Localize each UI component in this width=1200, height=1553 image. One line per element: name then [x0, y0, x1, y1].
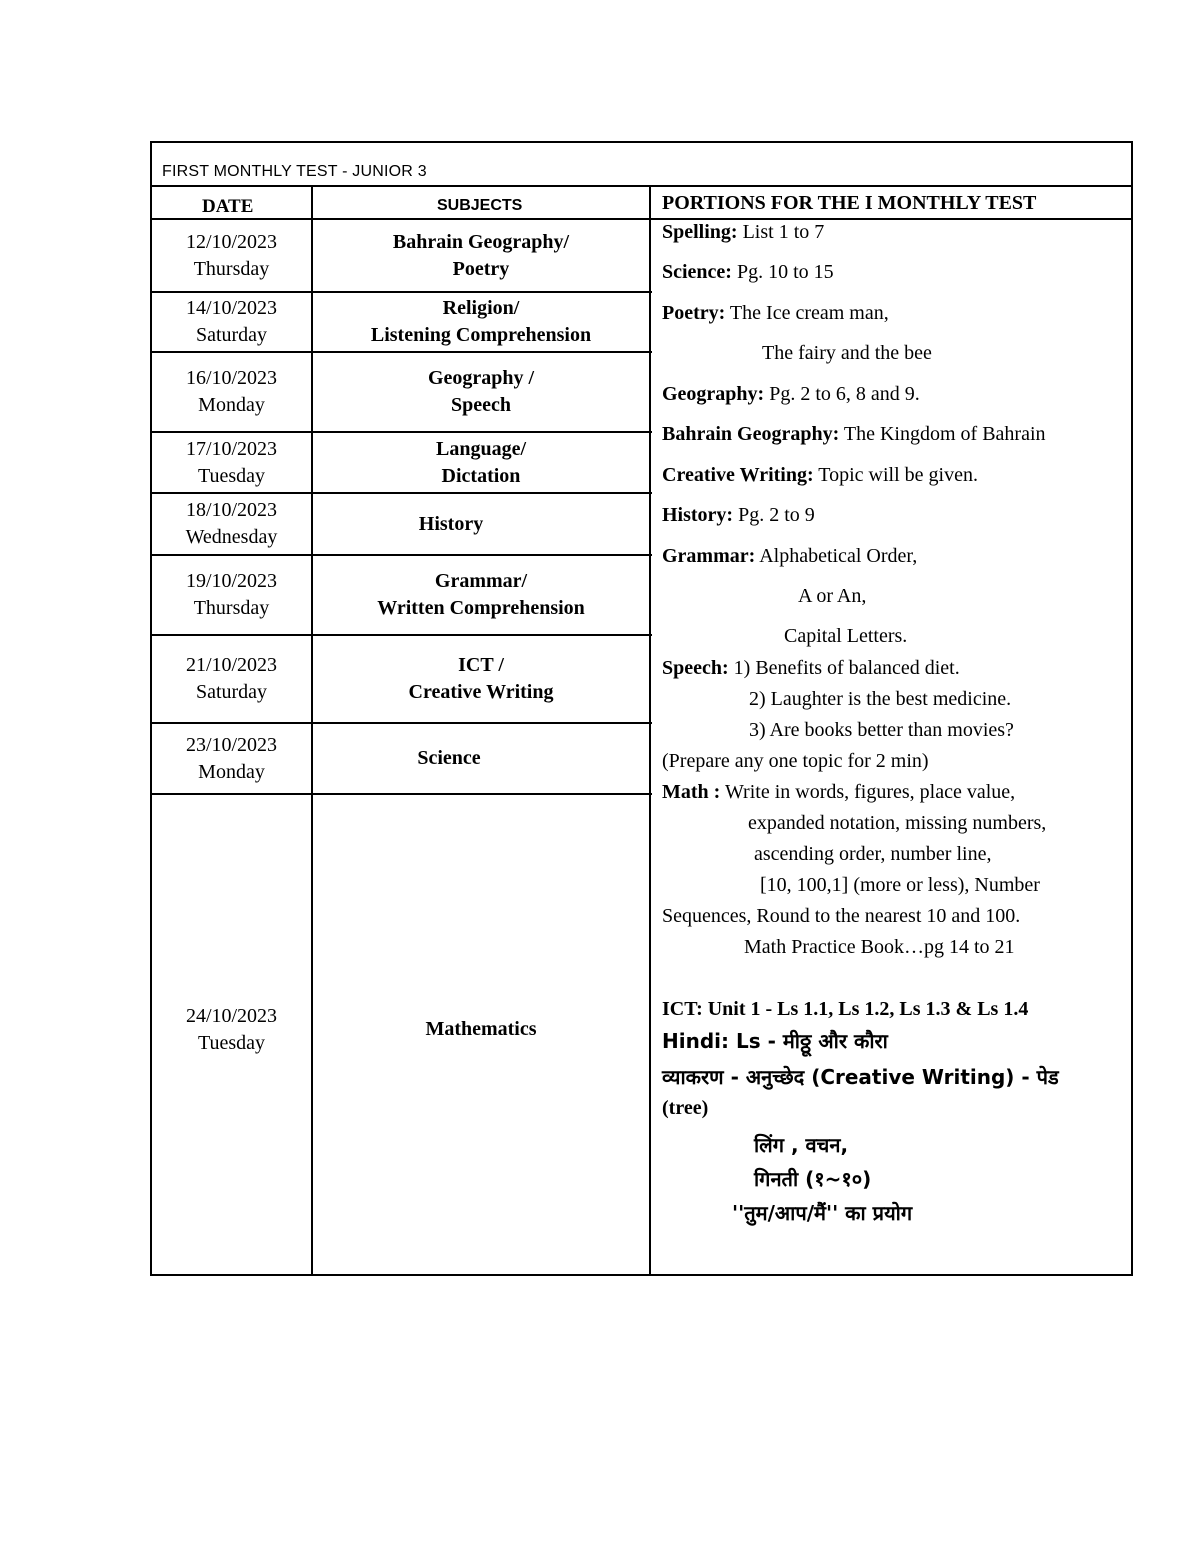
subject-text: Dictation [441, 464, 521, 487]
portion-hindi-line: लिंग , वचन, [754, 1133, 849, 1157]
subject-text: History [418, 512, 484, 535]
portion-text: Topic will be given. [813, 464, 978, 486]
portion-label: Math : [662, 781, 721, 803]
header-portions: PORTIONS FOR THE I MONTHLY TEST [662, 192, 1037, 214]
date-text: 16/10/2023 [185, 367, 278, 389]
exam-schedule-table [150, 141, 1133, 1276]
day-text: Thursday [193, 597, 270, 619]
portion-grammar-line: Capital Letters. [784, 625, 908, 647]
portion-creative-writing [662, 464, 978, 487]
table-title: FIRST MONTHLY TEST - JUNIOR 3 [162, 163, 427, 180]
header-subjects: SUBJECTS [437, 197, 523, 214]
portion-grammar [662, 545, 917, 568]
date-text: 14/10/2023 [185, 297, 278, 319]
portion-label: Science: [662, 261, 732, 283]
subject-cell [313, 220, 649, 291]
portion-speech-line: (Prepare any one topic for 2 min) [662, 750, 929, 772]
portion-text: Write in words, figures, place value, [720, 781, 1016, 803]
day-text: Monday [198, 394, 265, 416]
portion-text: Alphabetical Order, [755, 545, 918, 567]
day-text: Wednesday [185, 526, 278, 548]
portion-speech-line: 2) Laughter is the best medicine. [749, 688, 1012, 710]
portion-hindi-line: ''तुम/आप/मैं'' का प्रयोग [732, 1201, 913, 1225]
subject-cell [313, 293, 649, 351]
portion-text: Pg. 10 to 15 [731, 261, 834, 283]
subject-cell [313, 556, 649, 634]
portion-ict: ICT: Unit 1 - Ls 1.1, Ls 1.2, Ls 1.3 & Ls 1.4 [662, 998, 1029, 1020]
portion-label: History: [662, 504, 734, 526]
portion-science [662, 261, 834, 284]
subject-text: Listening Comprehension [370, 324, 592, 346]
portion-poetry-line: The fairy and the bee [762, 342, 932, 364]
subject-text: Poetry [452, 257, 510, 280]
day-text: Thursday [193, 257, 270, 280]
subject-cell [283, 494, 619, 554]
date-text: 12/10/2023 [185, 230, 278, 253]
subject-text: Science [417, 747, 481, 769]
portion-math-line: ascending order, number line, [754, 843, 992, 865]
subject-text: Bahrain Geography/ [392, 230, 570, 253]
portion-text: Pg. 2 to 9 [733, 504, 815, 526]
subject-cell [313, 433, 649, 492]
title-rule [150, 185, 1133, 187]
portion-spelling [662, 221, 824, 244]
portion-speech [662, 657, 960, 680]
date-cell [152, 293, 311, 351]
subject-text: Language/ [435, 437, 527, 460]
subject-cell [313, 636, 649, 722]
portion-poetry [662, 302, 889, 325]
portion-text: List 1 to 7 [737, 221, 825, 243]
subject-text: Written Comprehension [377, 597, 585, 619]
portion-label: Bahrain Geography: [662, 423, 840, 445]
header-date: DATE [202, 196, 254, 217]
portion-hindi: Hindi: Ls - मीठ्ठू और कौरा [662, 1029, 888, 1053]
date-text: 18/10/2023 [185, 499, 278, 521]
date-text: 17/10/2023 [185, 437, 278, 460]
subject-text: Speech [451, 394, 511, 416]
portion-math [662, 781, 1015, 804]
portion-text: Pg. 2 to 6, 8 and 9. [764, 383, 920, 405]
subject-text: Religion/ [442, 297, 520, 319]
portion-hindi-line: (tree) [662, 1097, 709, 1119]
portion-label: Creative Writing: [662, 464, 814, 486]
portion-math-line: Math Practice Book…pg 14 to 21 [744, 936, 1015, 958]
portion-math-line: Sequences, Round to the nearest 10 and 100. [662, 905, 1021, 927]
portion-grammar-line: A or An, [798, 585, 867, 607]
subject-text: Geography / [427, 367, 535, 389]
portion-geography [662, 383, 920, 406]
portion-text: 1) Benefits of balanced diet. [728, 657, 960, 679]
subject-cell [313, 795, 649, 1274]
day-text: Monday [198, 760, 265, 783]
portion-label: Grammar: [662, 545, 756, 567]
day-text: Saturday [195, 324, 268, 346]
subject-text: ICT / [458, 654, 504, 676]
portion-label: Speech: [662, 657, 729, 679]
day-text: Tuesday [197, 1031, 266, 1054]
portion-bahrain-geography [662, 423, 1046, 446]
portion-math-line: [10, 100,1] (more or less), Number [760, 874, 1040, 896]
portion-hindi-line: गिनती (१~१०) [754, 1167, 872, 1191]
portion-text: The Ice cream man, [725, 302, 889, 324]
subject-cell [313, 353, 649, 431]
date-cell [152, 636, 311, 722]
portion-math-line: expanded notation, missing numbers, [748, 812, 1047, 834]
date-cell [152, 795, 311, 1274]
portion-label: Geography: [662, 383, 765, 405]
date-text: 19/10/2023 [185, 570, 278, 592]
subject-text: Mathematics [425, 1018, 537, 1040]
date-text: 21/10/2023 [185, 654, 278, 676]
portion-label: Poetry: [662, 302, 726, 324]
portion-hindi-line: व्याकरण - अनुच्छेद (Creative Writing) - पेड [662, 1065, 1059, 1089]
subject-text: Grammar/ [434, 570, 528, 592]
portion-history [662, 504, 815, 527]
day-text: Saturday [195, 681, 268, 703]
date-cell [152, 556, 311, 634]
date-text: 24/10/2023 [185, 1004, 278, 1027]
portion-label: Spelling: [662, 221, 738, 243]
subject-cell [281, 724, 617, 793]
column-rule [649, 185, 651, 1274]
date-text: 23/10/2023 [185, 733, 278, 756]
portion-text: The Kingdom of Bahrain [839, 423, 1046, 445]
subject-text: Creative Writing [408, 681, 554, 703]
portion-speech-line: 3) Are books better than movies? [749, 719, 1014, 741]
date-cell [152, 433, 311, 492]
date-cell [152, 353, 311, 431]
date-cell [152, 220, 311, 291]
day-text: Tuesday [197, 464, 266, 487]
